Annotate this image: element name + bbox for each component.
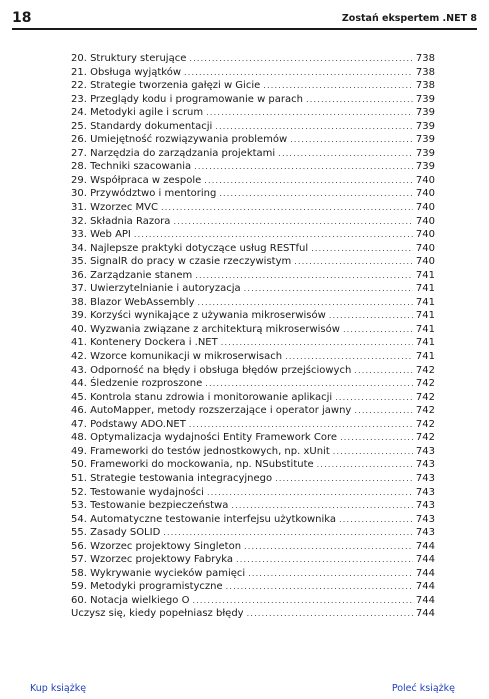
dot-leader bbox=[317, 458, 413, 472]
toc-entry-title: 30. Przywództwo i mentoring bbox=[71, 188, 217, 200]
toc-entry[interactable] bbox=[71, 418, 435, 432]
toc-entry-title: 26. Umiejętność rozwiązywania problemów bbox=[71, 134, 288, 146]
toc-entry-title: 39. Korzyści wynikające z używania mikroserwisów bbox=[71, 310, 326, 322]
toc-entry-page: 743 bbox=[415, 527, 435, 539]
toc-entry-page: 741 bbox=[415, 337, 435, 349]
dot-leader bbox=[192, 594, 412, 608]
toc-entry-page: 743 bbox=[415, 513, 435, 525]
dot-leader bbox=[290, 133, 413, 147]
toc-entry-title: Uczysz się, kiedy popełniasz błędy bbox=[71, 608, 244, 620]
toc-entry-title: 52. Testowanie wydajności bbox=[71, 486, 204, 498]
toc-entry[interactable] bbox=[71, 445, 435, 459]
toc-entry-page: 742 bbox=[415, 405, 435, 417]
dot-leader bbox=[206, 106, 413, 120]
dot-leader bbox=[194, 160, 413, 174]
toc-entry-page: 742 bbox=[415, 378, 435, 390]
toc-entry[interactable] bbox=[71, 431, 435, 445]
toc-entry-title: 58. Wykrywanie wycieków pamięci bbox=[71, 567, 246, 579]
toc-entry-title: 32. Składnia Razora bbox=[71, 215, 171, 227]
dot-leader bbox=[205, 377, 413, 391]
toc-entry-page: 743 bbox=[415, 472, 435, 484]
toc-entry[interactable] bbox=[71, 120, 435, 134]
toc-entry-title: 42. Wzorce komunikacji w mikroserwisach bbox=[71, 351, 283, 363]
toc-entry-page: 739 bbox=[415, 161, 435, 173]
toc-entry-page: 744 bbox=[415, 567, 435, 579]
toc-entry-title: 43. Odporność na błędy i obsługa błędów przejściowych bbox=[71, 364, 352, 376]
toc-entry[interactable] bbox=[71, 377, 435, 391]
toc-entry-page: 741 bbox=[415, 269, 435, 281]
dot-leader bbox=[285, 350, 413, 364]
dot-leader bbox=[294, 255, 413, 269]
toc-entry[interactable] bbox=[71, 567, 435, 581]
toc-entry-page: 744 bbox=[415, 540, 435, 552]
toc-entry[interactable] bbox=[71, 458, 435, 472]
toc-entry-title: 34. Najlepsze praktyki dotyczące usług RESTful bbox=[71, 242, 309, 254]
toc-entry-page: 740 bbox=[415, 256, 435, 268]
toc-entry-title: 33. Web API bbox=[71, 229, 131, 241]
dot-leader bbox=[226, 580, 413, 594]
toc-entry-title: 35. SignalR do pracy w czasie rzeczywistym bbox=[71, 256, 292, 268]
dot-leader bbox=[189, 418, 413, 432]
toc-entry-title: 23. Przeglądy kodu i programowanie w parach bbox=[71, 93, 303, 105]
toc-entry-title: 29. Współpraca w zespole bbox=[71, 174, 202, 186]
toc-entry-title: 27. Narzędzia do zarządzania projektami bbox=[71, 147, 276, 159]
dot-leader bbox=[221, 336, 413, 350]
dot-leader bbox=[335, 391, 413, 405]
toc-entry-page: 738 bbox=[415, 66, 435, 78]
dot-leader bbox=[354, 364, 413, 378]
dot-leader bbox=[333, 445, 413, 459]
toc-entry[interactable] bbox=[71, 282, 435, 296]
dot-leader bbox=[215, 120, 413, 134]
toc-entry-page: 742 bbox=[415, 364, 435, 376]
dot-leader bbox=[339, 513, 413, 527]
toc-entry-page: 739 bbox=[415, 147, 435, 159]
toc-entry-title: 55. Zasady SOLID bbox=[71, 527, 161, 539]
toc-entry-page: 743 bbox=[415, 445, 435, 457]
toc-entry-page: 741 bbox=[415, 283, 435, 295]
toc-entry[interactable] bbox=[71, 133, 435, 147]
toc-entry-title: 60. Notacja wielkiego O bbox=[71, 594, 190, 606]
toc-entry[interactable] bbox=[71, 296, 435, 310]
table-of-contents bbox=[71, 52, 435, 621]
toc-entry-page: 743 bbox=[415, 486, 435, 498]
toc-entry-page: 740 bbox=[415, 229, 435, 241]
toc-entry-title: 36. Zarządzanie stanem bbox=[71, 269, 193, 281]
dot-leader bbox=[263, 79, 413, 93]
toc-entry[interactable] bbox=[71, 106, 435, 120]
toc-entry[interactable] bbox=[71, 513, 435, 527]
dot-leader bbox=[329, 309, 413, 323]
toc-entry-page: 741 bbox=[415, 351, 435, 363]
toc-entry-title: 53. Testowanie bezpieczeństwa bbox=[71, 500, 229, 512]
dot-leader bbox=[244, 282, 413, 296]
toc-entry-title: 59. Metodyki programistyczne bbox=[71, 581, 223, 593]
toc-entry-title: 22. Strategie tworzenia gałęzi w Gicie bbox=[71, 80, 261, 92]
toc-entry[interactable] bbox=[71, 147, 435, 161]
toc-entry-title: 56. Wzorzec projektowy Singleton bbox=[71, 540, 242, 552]
toc-entry-title: 48. Optymalizacja wydajności Entity Framework Core bbox=[71, 432, 338, 444]
toc-entry[interactable] bbox=[71, 79, 435, 93]
toc-entry[interactable] bbox=[71, 499, 435, 513]
dot-leader bbox=[163, 526, 413, 540]
dot-leader bbox=[248, 567, 413, 581]
toc-entry[interactable] bbox=[71, 540, 435, 554]
header-rule bbox=[12, 28, 477, 30]
dot-leader bbox=[306, 93, 413, 107]
toc-entry-page: 742 bbox=[415, 391, 435, 403]
toc-entry-title: 50. Frameworki do mockowania, np. NSubstitute bbox=[71, 459, 314, 471]
toc-entry-title: 57. Wzorzec projektowy Fabryka bbox=[71, 554, 234, 566]
toc-entry-page: 741 bbox=[415, 310, 435, 322]
toc-entry[interactable] bbox=[71, 201, 435, 215]
toc-entry-page: 739 bbox=[415, 107, 435, 119]
toc-entry-title: 45. Kontrola stanu zdrowia i monitorowanie aplikacji bbox=[71, 391, 333, 403]
toc-entry-page: 740 bbox=[415, 202, 435, 214]
toc-entry[interactable] bbox=[71, 228, 435, 242]
toc-entry-title: 20. Struktury sterujące bbox=[71, 53, 187, 64]
toc-entry-title: 44. Śledzenie rozproszone bbox=[71, 378, 203, 390]
toc-entry[interactable] bbox=[71, 350, 435, 364]
toc-entry-page: 738 bbox=[415, 80, 435, 92]
toc-entry-page: 740 bbox=[415, 242, 435, 254]
toc-entry-page: 743 bbox=[415, 459, 435, 471]
toc-entry-title: 46. AutoMapper, metody rozszerzające i operator jawny bbox=[71, 405, 352, 417]
toc-entry-title: 24. Metodyki agile i scrum bbox=[71, 107, 204, 119]
dot-leader bbox=[198, 296, 413, 310]
toc-entry-page: 738 bbox=[415, 53, 435, 64]
toc-entry-page: 741 bbox=[415, 296, 435, 308]
toc-entry-page: 740 bbox=[415, 174, 435, 186]
toc-entry-title: 38. Blazor WebAssembly bbox=[71, 296, 195, 308]
dot-leader bbox=[278, 147, 413, 161]
toc-entry[interactable] bbox=[71, 336, 435, 350]
toc-entry-title: 47. Podstawy ADO.NET bbox=[71, 418, 186, 430]
dot-leader bbox=[134, 228, 413, 242]
toc-entry[interactable] bbox=[71, 404, 435, 418]
toc-entry-page: 739 bbox=[415, 93, 435, 105]
toc-entry-title: 40. Wyzwania związane z architekturą mikroserwisów bbox=[71, 323, 340, 335]
toc-entry[interactable] bbox=[71, 323, 435, 337]
toc-entry[interactable] bbox=[71, 364, 435, 378]
toc-entry[interactable] bbox=[71, 187, 435, 201]
dot-leader bbox=[247, 607, 413, 621]
dot-leader bbox=[184, 66, 413, 80]
dot-leader bbox=[311, 242, 413, 256]
toc-entry[interactable] bbox=[71, 486, 435, 500]
toc-entry[interactable] bbox=[71, 160, 435, 174]
dot-leader bbox=[244, 540, 413, 554]
toc-entry-page: 742 bbox=[415, 432, 435, 444]
dot-leader bbox=[343, 323, 413, 337]
book-title: Zostań ekspertem .NET 8 bbox=[341, 13, 477, 24]
toc-entry-page: 740 bbox=[415, 215, 435, 227]
toc-entry-page: 741 bbox=[415, 323, 435, 335]
toc-entry[interactable] bbox=[71, 52, 435, 66]
toc-entry[interactable] bbox=[71, 215, 435, 229]
running-header bbox=[12, 10, 477, 32]
dot-leader bbox=[231, 499, 413, 513]
toc-entry-page: 740 bbox=[415, 188, 435, 200]
dot-leader bbox=[189, 52, 413, 66]
toc-entry-title: 37. Uwierzytelnianie i autoryzacja bbox=[71, 283, 241, 295]
toc-entry-page: 744 bbox=[415, 608, 435, 620]
toc-entry-title: 54. Automatyczne testowanie interfejsu użytkownika bbox=[71, 513, 336, 525]
toc-entry[interactable] bbox=[71, 594, 435, 608]
page-number: 18 bbox=[12, 10, 32, 26]
toc-entry[interactable] bbox=[71, 526, 435, 540]
toc-entry-page: 744 bbox=[415, 594, 435, 606]
toc-entry[interactable] bbox=[71, 391, 435, 405]
toc-entry[interactable] bbox=[71, 242, 435, 256]
dot-leader bbox=[204, 174, 413, 188]
buy-book-link[interactable]: Kup książkę bbox=[30, 683, 87, 694]
toc-entry-page: 739 bbox=[415, 120, 435, 132]
toc-entry[interactable] bbox=[71, 66, 435, 80]
toc-entry[interactable] bbox=[71, 174, 435, 188]
toc-entry[interactable] bbox=[71, 553, 435, 567]
toc-entry[interactable] bbox=[71, 269, 435, 283]
toc-entry-title: 31. Wzorzec MVC bbox=[71, 202, 158, 214]
toc-entry-page: 739 bbox=[415, 134, 435, 146]
dot-leader bbox=[340, 431, 413, 445]
toc-entry-page: 743 bbox=[415, 500, 435, 512]
dot-leader bbox=[173, 215, 412, 229]
recommend-book-link[interactable]: Poleć książkę bbox=[391, 683, 455, 694]
dot-leader bbox=[236, 553, 413, 567]
dot-leader bbox=[354, 404, 413, 418]
toc-entry-title: 28. Techniki szacowania bbox=[71, 161, 192, 173]
toc-entry-title: 41. Kontenery Dockera i .NET bbox=[71, 337, 218, 349]
toc-entry[interactable] bbox=[71, 255, 435, 269]
dot-leader bbox=[219, 187, 413, 201]
dot-leader bbox=[195, 269, 413, 283]
toc-entry[interactable] bbox=[71, 93, 435, 107]
toc-entry-page: 744 bbox=[415, 581, 435, 593]
toc-entry-page: 742 bbox=[415, 418, 435, 430]
toc-entry[interactable] bbox=[71, 309, 435, 323]
toc-entry[interactable] bbox=[71, 607, 435, 621]
toc-entry-page: 744 bbox=[415, 554, 435, 566]
toc-entry-title: 25. Standardy dokumentacji bbox=[71, 120, 213, 132]
dot-leader bbox=[275, 472, 413, 486]
toc-entry-title: 21. Obsługa wyjątków bbox=[71, 66, 181, 78]
toc-entry[interactable] bbox=[71, 472, 435, 486]
dot-leader bbox=[161, 201, 413, 215]
dot-leader bbox=[207, 486, 413, 500]
toc-entry[interactable] bbox=[71, 580, 435, 594]
toc-entry-title: 51. Strategie testowania integracyjnego bbox=[71, 472, 273, 484]
toc-entry-title: 49. Frameworki do testów jednostkowych, np. xUnit bbox=[71, 445, 330, 457]
